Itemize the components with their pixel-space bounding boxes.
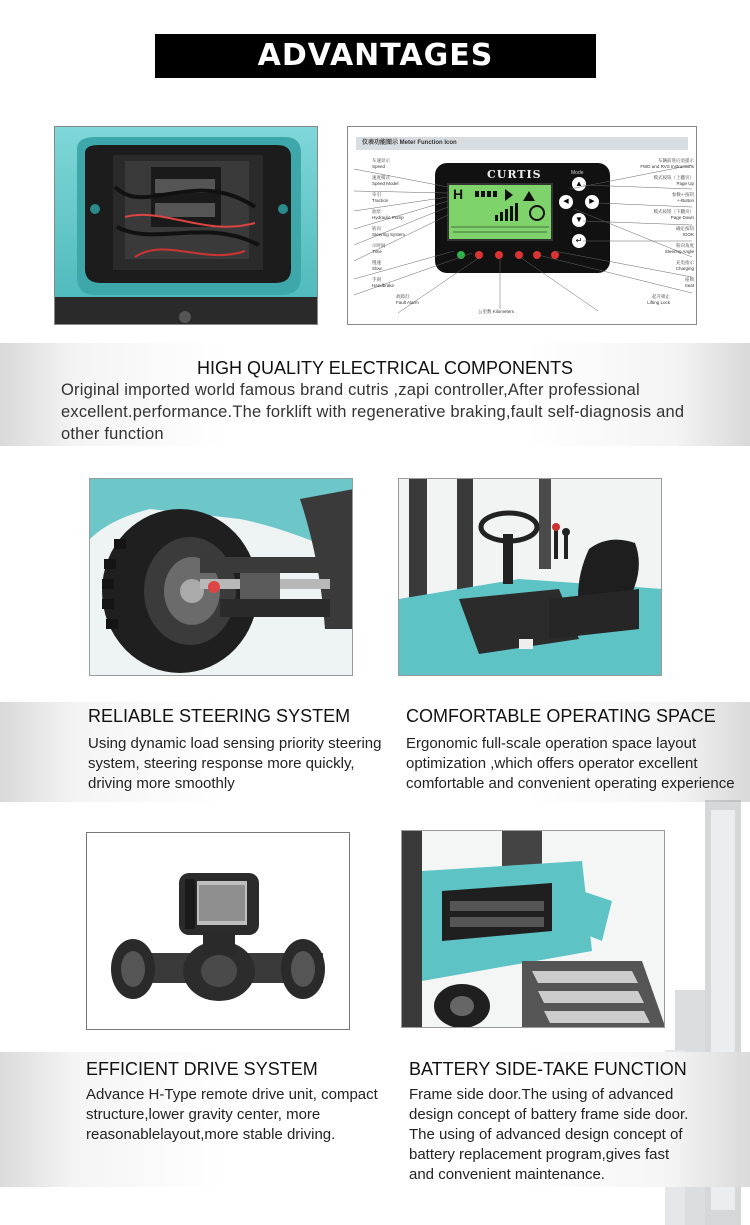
label-hydraulic-pump: 油泵 Hydraulic Pump [372, 209, 404, 220]
label-seat: 座椅 Seat [684, 277, 694, 288]
page-down-button[interactable]: ▼ [572, 213, 586, 227]
curtis-brand: CURTIS [487, 168, 542, 181]
label-steering-system: 转向 Steering System [372, 226, 406, 237]
label-page-down: 模式按钮（下翻页） Page Down [653, 209, 694, 220]
label-kilometers: 公里数 Kilometers [478, 309, 515, 314]
label-page-up: 模式按钮（上翻页） Page Up [653, 175, 694, 186]
electrical-components-title: HIGH QUALITY ELECTRICAL COMPONENTS [197, 358, 574, 378]
label-time: 示时间 Time [372, 243, 386, 254]
drive-system-photo [86, 832, 350, 1030]
label-plus-minus: 参数+-按钮 +-Button [671, 192, 694, 203]
minus-button[interactable]: ◀ [559, 195, 573, 209]
mode-label: Mode [571, 170, 584, 176]
label-speed-model: 速度模式 Speed Model [372, 175, 399, 186]
meter-left-labels [372, 158, 442, 311]
label-speed: 车速显示 Speed [372, 158, 390, 169]
steering-system-photo [89, 478, 353, 676]
operating-space-photo [398, 478, 662, 676]
battery-side-take-title: BATTERY SIDE-TAKE FUNCTION [409, 1059, 687, 1079]
battery-side-take-text: Frame side door.The using of advanced design concept of battery frame side door. The using of advanced design concept of battery replacement program,gives fast and convenient maintenance. [409, 1086, 689, 1183]
plus-button[interactable]: ▶ [585, 195, 599, 209]
label-charging: 充电指示 Charging [675, 260, 694, 271]
operating-space-text: Ergonomic full-scale operation space layout optimization ,which offers operator excellent comfortable and convenient operating experience [406, 735, 735, 792]
meter-function-diagram [347, 126, 697, 325]
steering-system-title: RELIABLE STEERING SYSTEM [88, 706, 351, 726]
label-steering-angle: 转向角度 Steering Angle [664, 243, 694, 254]
drive-system-text: Advance H-Type remote drive unit, compact structure,lower gravity center, more reasonablelayout,more stable driving. [86, 1086, 378, 1143]
controller-compartment-image [55, 127, 318, 325]
label-idok: 确定按钮 IDOK [676, 226, 694, 237]
label-traction: 牵引 Traction [372, 192, 389, 203]
electrical-components-text: Original imported world famous brand cutris ,zapi controller,After professional excellent.performance.The forklift with regenerative braking,fault self-diagnosis and other function [61, 381, 685, 443]
drive-system-title: EFFICIENT DRIVE SYSTEM [86, 1059, 318, 1079]
battery-side-take-photo [401, 830, 665, 1028]
label-slow: 慢速 Slow [372, 260, 382, 271]
meter-right-labels [616, 158, 694, 311]
operating-space-title: COMFORTABLE OPERATING SPACE [406, 706, 716, 726]
svg-text:H: H [453, 186, 464, 202]
enter-button[interactable]: ↵ [572, 234, 586, 248]
page-up-button[interactable]: ▲ [572, 177, 586, 191]
label-handbrake: 手刹 Handbrake [372, 277, 395, 288]
label-fwd-rvs: 车辆前进后退提示 FWD and RVS Instructions [640, 158, 694, 169]
label-lifting-lock: 起升锁止 Lifting Lock [647, 294, 670, 305]
controller-compartment-photo [54, 126, 318, 325]
meter-header: 仪表功能图示 Meter Function Icon [356, 137, 688, 150]
label-fault-alarm: 故障灯 Fault Alarm [396, 294, 419, 305]
advantages-banner: ADVANTAGES [155, 34, 596, 78]
steering-system-text: Using dynamic load sensing priority steering system, steering response more quickly, driving more smoothly [88, 735, 382, 792]
